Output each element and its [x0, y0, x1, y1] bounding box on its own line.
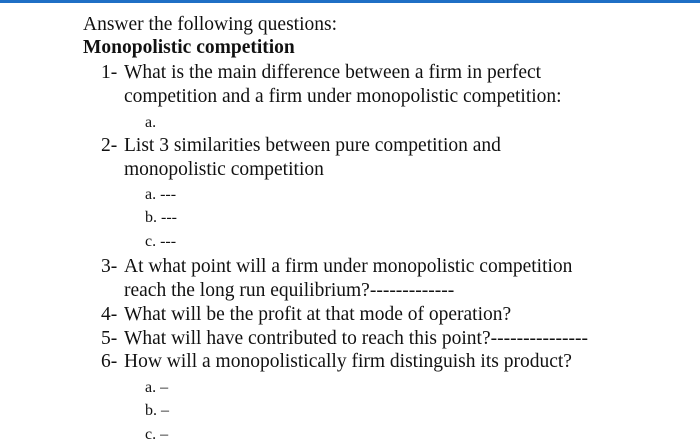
question-number: 3- [101, 256, 118, 277]
question-text: reach the long run equilibrium?------------- [124, 280, 455, 301]
question-number: 1- [101, 62, 118, 83]
answer-line: a. – [145, 379, 169, 396]
question-text: At what point will a firm under monopolistic competition [124, 256, 573, 277]
answer-line: a. [145, 114, 157, 131]
question-text: What is the main difference between a firm in perfect [124, 62, 542, 83]
question-text: What will have contributed to reach this point?--------------- [124, 328, 589, 349]
answer-line: a. --- [145, 186, 177, 203]
answer-line: c. --- [145, 233, 177, 250]
answer-line: b. --- [145, 209, 177, 226]
question-number: 4- [101, 304, 118, 325]
instruction-text: Answer the following questions: [83, 14, 338, 35]
question-number: 5- [101, 328, 118, 349]
answer-line: b. – [145, 402, 169, 419]
question-text: List 3 similarities between pure competition and [124, 135, 501, 156]
question-text: competition and a firm under monopolistic competition: [124, 86, 562, 107]
question-text: What will be the profit at that mode of operation? [124, 304, 512, 325]
question-text: How will a monopolistically firm distinguish its product? [124, 351, 572, 372]
answer-line: c. – [145, 426, 169, 443]
question-number: 2- [101, 135, 118, 156]
question-number: 6- [101, 351, 118, 372]
section-title: Monopolistic competition [83, 37, 295, 58]
question-text: monopolistic competition [124, 159, 324, 180]
